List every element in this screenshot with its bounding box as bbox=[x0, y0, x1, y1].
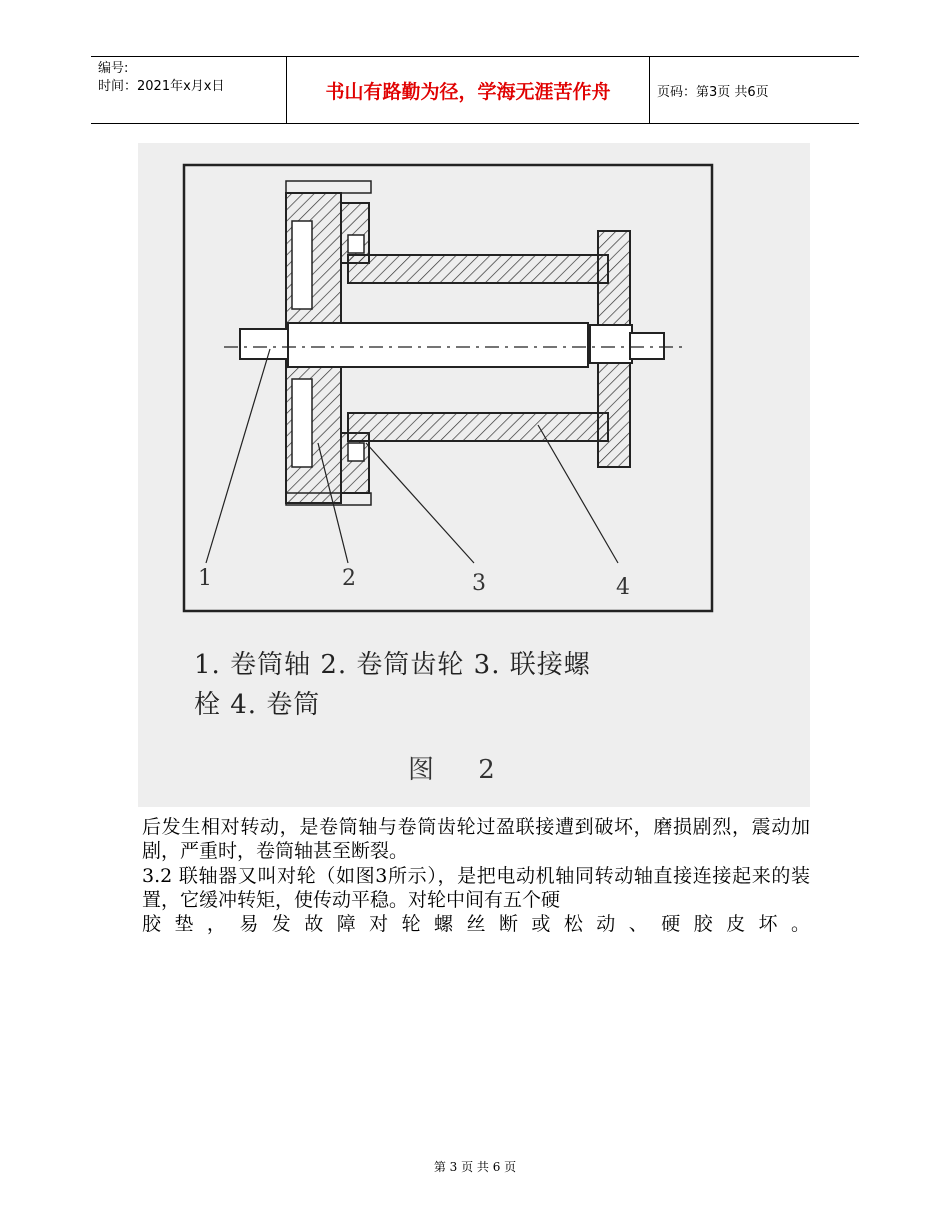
time-label: 时间：2021年x月x日 bbox=[98, 79, 225, 94]
header-meta bbox=[98, 60, 288, 96]
page-header bbox=[91, 56, 859, 124]
figure-legend-line-2: 栓 4. 卷筒 bbox=[194, 690, 321, 720]
header-page-info: 页码：第3页 共6页 bbox=[657, 84, 769, 100]
body-paragraph-2-last-line: 胶垫，易发故障对轮螺丝断或松动、硬胶皮坏。 bbox=[142, 913, 810, 935]
shaft-end-left bbox=[240, 329, 288, 359]
number-label: 编号: bbox=[98, 61, 129, 76]
part-number-2: 2 bbox=[342, 566, 356, 591]
part-number-3: 3 bbox=[472, 571, 486, 596]
drum-wall-bottom bbox=[348, 413, 608, 441]
body-paragraph-1: 后发生相对转动，是卷筒轴与卷筒齿轮过盈联接遭到破坏，磨损剧烈，震动加剧，严重时，卷筒轴甚至断裂。 bbox=[142, 816, 810, 862]
figure-caption: 图 2 bbox=[408, 755, 513, 785]
figure-scan bbox=[138, 143, 810, 807]
gear-tooth-top bbox=[286, 181, 371, 193]
gear-pocket-top bbox=[292, 221, 312, 309]
header-divider bbox=[649, 57, 650, 123]
figure-legend-line-1: 1. 卷筒轴 2. 卷筒齿轮 3. 联接螺 bbox=[194, 650, 591, 680]
page-footer: 第 3 页 共 6 页 bbox=[433, 1160, 517, 1174]
body-paragraph-2 bbox=[142, 864, 810, 936]
part-number-1: 1 bbox=[198, 566, 212, 591]
shaft-end-right bbox=[630, 333, 664, 359]
body-paragraph-2-text: 3.2 联轴器又叫对轮（如图3所示），是把电动机轴同转动轴直接连接起来的装置，它缓冲转矩，使传动平稳。对轮中间有五个硬 bbox=[142, 865, 810, 911]
header-motto: 书山有路勤为径，学海无涯苦作舟 bbox=[325, 80, 611, 103]
drum-wall-top bbox=[348, 255, 608, 283]
figure-frame bbox=[184, 165, 712, 611]
gear-pocket-bottom bbox=[292, 379, 312, 467]
shaft-body bbox=[288, 323, 588, 367]
part-number-4: 4 bbox=[616, 575, 630, 600]
